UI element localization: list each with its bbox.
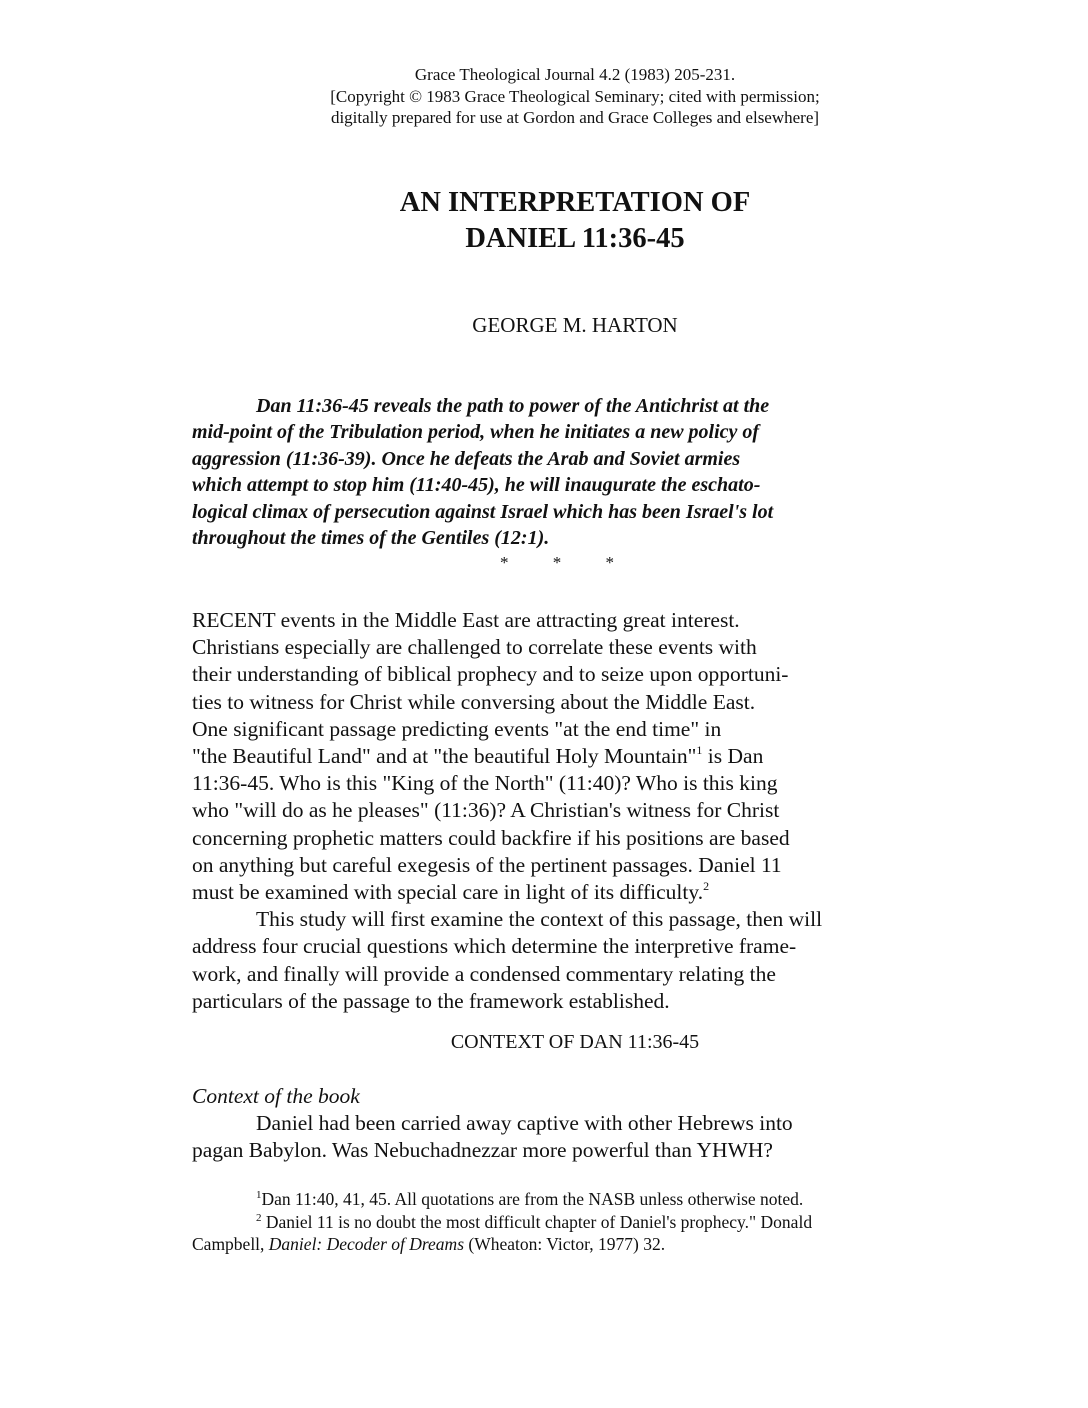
body-line-text: must be examined with special care in light of its difficulty. <box>192 880 704 905</box>
author-name: GEORGE M. HARTON <box>472 313 678 337</box>
body-line: on anything but careful exegesis of the pertinent passages. Daniel 11 <box>192 852 782 877</box>
abstract-line: mid-point of the Tribulation period, when he initiates a new policy of <box>192 421 760 444</box>
body-line: Daniel had been carried away captive with other Hebrews into <box>256 1111 793 1135</box>
body-line: pagan Babylon. Was Nebuchadnezzar more powerful than YHWH? <box>192 1138 773 1162</box>
section-heading: CONTEXT OF DAN 11:36-45 <box>450 1031 700 1053</box>
abstract <box>192 393 864 551</box>
footnote-2-continued <box>192 1233 892 1256</box>
article-title <box>290 185 860 257</box>
body-text <box>192 607 892 1015</box>
body-line: their understanding of biblical prophecy and to seize upon opportuni- <box>192 662 789 687</box>
body-line <box>192 743 892 770</box>
abstract-line: logical climax of persecution against Israel which has been Israel's lot <box>192 500 774 523</box>
footnote-text: (Wheaton: Victor, 1977) 32. <box>464 1234 666 1254</box>
subsection <box>192 1083 892 1164</box>
body-line <box>192 879 892 906</box>
title-line-1: AN INTERPRETATION OF <box>399 187 751 218</box>
body-line: who "will do as he pleases" (11:36)? A Christian's witness for Christ <box>192 798 780 823</box>
body-line: RECENT events in the Middle East are attracting great interest. <box>192 608 740 632</box>
body-line: address four crucial questions which determine the interpretive frame- <box>192 934 797 959</box>
abstract-line: Dan 11:36-45 reveals the path to power of the Antichrist at the <box>256 395 770 417</box>
footnote-marker: 2 <box>256 1211 262 1224</box>
body-line: work, and finally will provide a condensed commentary relating the <box>192 961 776 986</box>
section-separator: * * * <box>500 553 634 572</box>
body-line: 11:36-45. Who is this "King of the North" (11:40)? Who is this king <box>192 771 778 796</box>
footnote-text: Campbell, <box>192 1234 269 1254</box>
abstract-line: throughout the times of the Gentiles (12:1). <box>192 527 550 550</box>
subsection-heading: Context of the book <box>192 1084 360 1108</box>
footnote-ref-2[interactable]: 2 <box>703 879 710 894</box>
copyright-line-2: digitally prepared for use at Gordon and Grace Colleges and elsewhere] <box>330 108 820 127</box>
body-line: Christians especially are challenged to correlate these events with <box>192 635 757 660</box>
footnote-marker: 1 <box>256 1189 262 1201</box>
footnote-text: Daniel 11 is no doubt the most difficult chapter of Daniel's prophecy." Donald <box>261 1211 813 1232</box>
body-line: particulars of the passage to the framework established. <box>192 988 670 1013</box>
body-line-tail: is Dan <box>702 744 764 769</box>
abstract-line: aggression (11:36-39). Once he defeats the Arab and Soviet armies <box>192 447 741 470</box>
journal-header <box>290 64 860 129</box>
title-line-2: DANIEL 11:36-45 <box>465 223 685 254</box>
body-line: This study will first examine the context of this passage, then will <box>256 907 823 932</box>
body-line: One significant passage predicting events "at the end time" in <box>192 716 722 741</box>
footnote-2 <box>192 1211 892 1234</box>
body-line: ties to witness for Christ while conversing about the Middle East. <box>192 689 756 714</box>
footnote-1 <box>192 1188 892 1211</box>
copyright-line-1: [Copyright © 1983 Grace Theological Seminary; cited with permission; <box>330 86 820 106</box>
footnote-text: Dan 11:40, 41, 45. All quotations are from the NASB unless otherwise noted. <box>261 1189 804 1209</box>
journal-citation: Grace Theological Journal 4.2 (1983) 205-231. <box>414 65 736 84</box>
book-title: Daniel: Decoder of Dreams <box>268 1234 465 1254</box>
abstract-line: which attempt to stop him (11:40-45), he will inaugurate the eschato- <box>192 474 761 497</box>
footnote-ref-1[interactable]: 1 <box>696 743 703 758</box>
body-line-text: "the Beautiful Land" and at "the beautiful Holy Mountain" <box>192 744 697 769</box>
body-line: concerning prophetic matters could backfire if his positions are based <box>192 825 790 850</box>
footnotes <box>192 1188 892 1256</box>
